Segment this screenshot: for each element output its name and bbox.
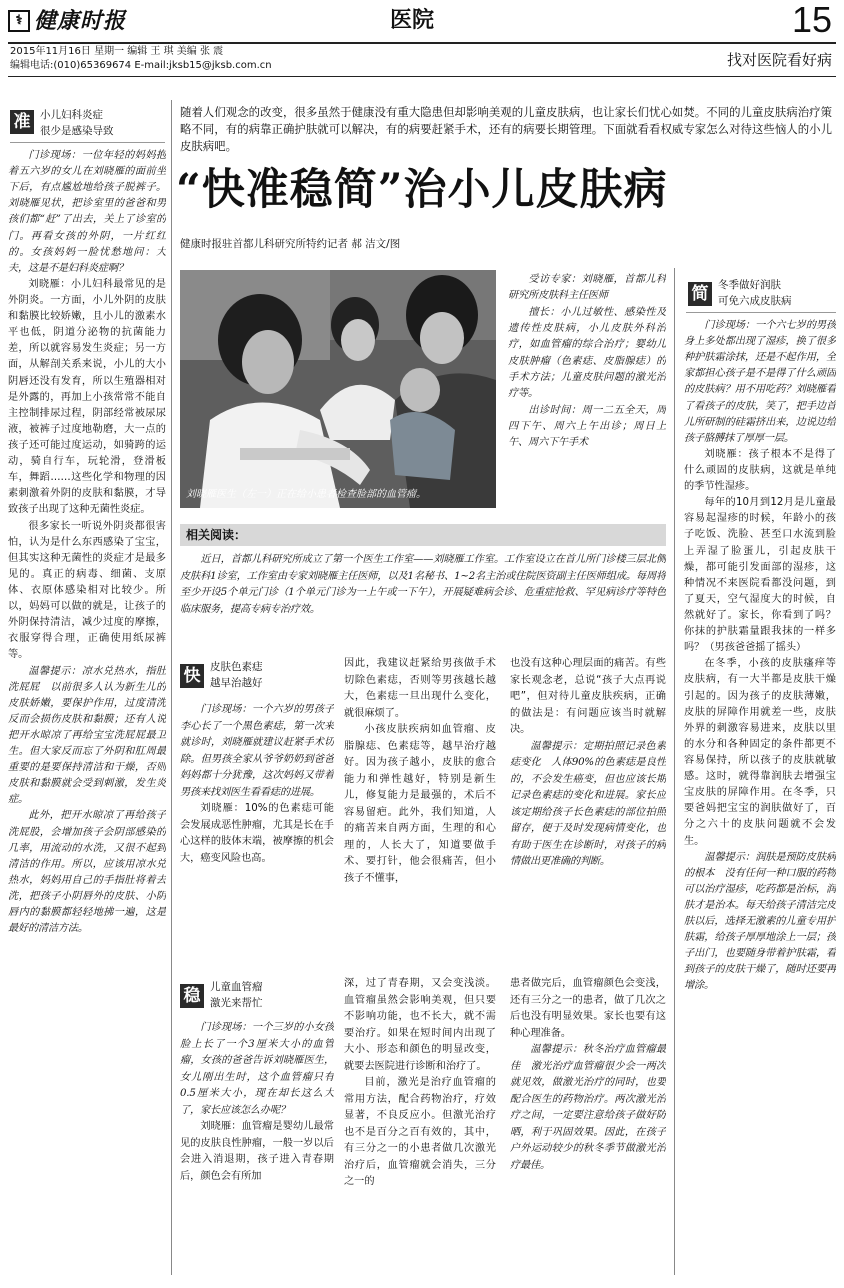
left-p4: 温馨提示：凉水兑热水，指肚洗屁屁 以前很多人认为新生儿的皮肤娇嫩，要保护作用，过度清洗反而会损伤皮肤和黏膜；还有人说把开水晾凉了再给宝宝洗屁屁最卫生。但大家反而忘了外阴和肛周最重要的是要保持清洁和干燥，否则皮肤和黏膜就会受到刺激，发生炎症。 (8, 665, 166, 806)
wen-subhead-2: 激光来帮忙 (210, 997, 263, 1009)
section-title: 医院 (390, 7, 435, 33)
wen-subhead-1: 儿童血管瘤 (210, 981, 263, 993)
related-text: 近日，首都儿科研究所成立了第一个医生工作室——刘晓雁工作室。工作室设立在首儿所门诊楼三层北侧皮肤科1诊室，工作室由专家刘晓雁主任医师，以及1名秘书、1~2名主治或住院医资副主任医师组成。每周将至少开设5个单元门诊（1个单元门诊为一上午或一下午），开展疑难病会诊、危重症抢救、罕见病诊疗等特色临床服务，提高专病专治疗效。 (180, 554, 666, 616)
right-subhead-2: 可免六成皮肤病 (718, 295, 792, 307)
wen-p2: 刘晓雁：血管瘤是婴幼儿最常见的皮肤良性肿瘤，一般一岁以后会进入消退期，孩子进入青春期后，颜色会有所加 (180, 1121, 334, 1182)
logo-text: 健康时报 (34, 8, 127, 34)
kuai-p4: 小孩皮肤疾病如血管瘤、皮脂腺痣、色素痣等，越早治疗越好。因为孩子越小，皮肤的愈合能力和弹性越好，特别是新生儿，修复能力是最强的，术后不容易留疤。此外，我们知道，人的痛苦来自两方面，生理的和心理的，人长大了，知道要做手术、要打针，他会很痛苦，但小孩子不懂事， (344, 724, 496, 884)
right-subhead-rule (686, 312, 836, 313)
kuai-col-1 (180, 702, 334, 954)
right-p2: 刘晓雁：孩子根本不是得了什么顽固的皮肤病，这就是单纯的季节性湿疹。 (684, 448, 836, 493)
contact-line: 编辑电话:(010)65369674 E-mail:jksb15@jksb.com.cn (10, 60, 272, 71)
left-p1: 门诊现场：一位年轻的妈妈抱着五六岁的女儿在刘晓雁的面前坐下后，有点尴尬地给孩子脱裤子。刘晓雁见状，把诊室里的爸爸和男孩们都“赶”了出去，关上了诊室的门。再看女孩的外阴，一片红红的。女孩妈妈一脸忧愁地问：大夫，这是不是妇科炎症啊？ (8, 150, 166, 274)
wen-col-1 (180, 1020, 334, 1276)
kuai-p6: 温馨提示：定期拍照记录色素痣变化 人体90%的色素痣是良性的，不会发生癌变，但也应该长期记录色素痣的变化和进展。家长应该定期给孩子长色素痣的部位拍照留存，便于及时发现病情变化，也有助于医生在诊断时，对孩子的病情做出更准确的判断。 (510, 740, 666, 868)
expert-intro: 受访专家：刘晓雁，首都儿科研究所皮肤科主任医师 (508, 274, 666, 302)
kuai-p3: 因此，我建议赶紧给男孩做手术切除色素痣，否则等男孩越长越大，色素痣一旦出现什么变化，就很麻烦了。 (344, 658, 496, 719)
kuai-subhead-2: 越早治越好 (210, 677, 263, 689)
left-subhead-2: 很少是感染导致 (40, 125, 114, 137)
wen-p4: 目前，激光是治疗血管瘤的常用方法，配合药物治疗，疗效显著，不良反应小。但激光治疗也不是百分之百有效的，其中，有三分之一的小患者做几次激光治疗后，血管瘤就会消失，三分之一的 (344, 1077, 496, 1188)
left-subhead-1: 小儿妇科炎症 (40, 109, 103, 121)
intro-text: 随着人们观念的改变，很多虽然于健康没有重大隐患但却影响美观的儿童皮肤病，也让家长们忧心如焚。不同的儿童皮肤病治疗策略不同，有的病靠正确护肤就可以解决，有的病要赶紧手术，还有的病要长期管理。下面就看看权威专家怎么对待这些恼人的小儿皮肤病吧。 (180, 105, 832, 153)
kuai-p5: 也没有这种心理层面的痛苦。有些家长观念老，总说“孩子大点再说吧”，但对待儿童皮肤疾病，正确的做法是：有问题应该当时就解决。 (510, 658, 666, 736)
kuai-col-2 (344, 656, 496, 956)
badge-jian: 简 (688, 282, 712, 306)
masthead-logo (8, 6, 148, 36)
right-p5: 温馨提示：润肤是预防皮肤病的根本 没有任何一种口服的药物可以治疗湿疹，吃药都是治标，润肤才是治本。每天给孩子清洁完皮肤以后，选择无激素的儿童专用护肤霜，给孩子厚厚地涂上一层；孩子出门，也要随身带着护肤霜，看到孩子的皮肤干燥了，随时还要再增涂。 (684, 851, 836, 992)
wen-col-3 (510, 976, 666, 1276)
logo-emblem-icon: ⚕ (8, 10, 30, 32)
kuai-subhead-1: 皮肤色素痣 (210, 661, 263, 673)
kuai-p2: 刘晓雁：10%的色素痣可能会发展成恶性肿瘤，尤其是长在手心这样的肢体末端，被摩擦的机会大，癌变风险也高。 (180, 803, 334, 864)
right-p4: 在冬季，小孩的皮肤瘙痒等皮肤病，有一大半都是皮肤干燥引起的。因为孩子的皮肤薄嫩，皮肤的屏障作用就差一些，皮肤外界的刺激容易进来，皮肤以里的水分和各种固定的条件都更不容易保持，所以孩子的皮肤就敏感。这时，就得靠润肤去增强宝宝皮肤的屏障作用。在冬季，只要爸妈把宝宝的润肤做好了，百分之六十的皮肤问题就不会发生。 (684, 658, 836, 847)
wen-p3: 深，过了青春期，又会变浅淡。血管瘤虽然会影响美观，但只要不影响功能，也不长大，就不需要治疗。如果在短时间内出现了大小、形态和颜色的明显改变，就要去医院进行诊断和治疗了。 (344, 978, 496, 1072)
date-line: 2015年11月16日 星期一 编辑 王 琪 美编 张 震 (10, 46, 224, 57)
headline: “快准稳简”治小儿皮肤病 (176, 165, 668, 215)
badge-zhun: 准 (10, 110, 34, 134)
slogan: 找对医院看好病 (726, 51, 832, 69)
expert-hours: 出诊时间：周一二五全天，周四下午、周六上午出诊；周日上午、周六下午手术 (508, 404, 666, 449)
wen-col-2 (344, 976, 496, 1276)
masthead-rule-top (8, 42, 836, 44)
masthead-rule-bottom (8, 76, 836, 77)
related-body (180, 552, 666, 648)
photo-illustration (180, 270, 496, 508)
photo-caption: 刘晓雁医生（左一）正在给小患者检查脸部的血管瘤。 (186, 489, 426, 500)
related-header-bar (180, 524, 666, 546)
kuai-col-3 (510, 656, 666, 956)
left-p3: 很多家长一听说外阴炎都很害怕，认为是什么东西感染了宝宝，但其实这种无菌性的炎症才是最多见的。真正的病毒、细菌、支原体、衣原体感染相对比较少。所以，妈妈可以做的就是，让孩子的外阴保持清洁，减少过度的摩擦，衣服穿得合理，正确使用纸尿裤等。 (8, 520, 166, 661)
wen-p5: 患者做完后，血管瘤颜色会变浅，还有三分之一的患者，做了几次之后也没有明显效果。家长也要有这种心理准备。 (510, 978, 666, 1039)
right-subhead-1: 冬季做好润肤 (718, 279, 781, 291)
article-photo (180, 270, 496, 508)
badge-kuai: 快 (180, 664, 204, 688)
left-column-divider (171, 100, 172, 1275)
left-p5: 此外，把开水晾凉了再给孩子洗屁股，会增加孩子会阴部感染的几率，用流动的水洗，又很不起到清洁的作用。所以，应该用凉水兑热水，妈妈用自己的手指肚将着去洗，把孩子小阴唇外的皮肤、小阴唇内的黏膜都轻轻地拂一遍，这是最好的清洁方法。 (8, 810, 166, 935)
related-label: 相关阅读： (186, 528, 247, 542)
expert-specialty: 擅长：小儿过敏性、感染性及遗传性皮肤病，小儿皮肤外科治疗，如血管瘤的综合治疗；婴幼儿皮肤肿瘤（色素痣、皮脂腺痣）的手术方法；儿童皮肤问题的激光治疗等。 (508, 306, 666, 400)
wen-p1: 门诊现场：一个三岁的小女孩脸上长了一个3厘米大小的血管瘤，女孩的爸爸告诉刘晓雁医生，女儿刚出生时，这个血管瘤只有0.5厘米大小，现在却长这么大了，家长应该怎么办呢？ (180, 1022, 334, 1116)
page-number: 15 (791, 0, 832, 40)
right-p3: 每年的10月到12月是儿童最容易起湿疹的时候，年龄小的孩子吃饭、洗脸、甚至口水流到脸上弄湿了脸蛋儿，引起皮肤干燥，都可能引发面部的湿疹，这种情况不来医院看都没问题，到了夏天，空气湿度大的时候，自然就好了。家长，你看到了吗？你抹的护肤霜量跟我抹的一样多吗？（男孩爸爸摇了摇头） (684, 497, 836, 654)
right-column-divider (674, 268, 675, 1275)
right-p1: 门诊现场：一个六七岁的男孩身上多处都出现了湿疹，换了很多种护肤霜涂抹，还是不起作用，全家都担心孩子是不是得了什么顽固的皮肤病？用不用吃药？刘晓雁看了看孩子的皮肤，笑了，把手边首儿所研制的硅霜挤出来，边说边给孩子胳膊抹了厚厚一层。 (684, 320, 836, 444)
left-sidebar-body (8, 148, 166, 1276)
left-subhead-rule (10, 142, 165, 143)
right-sidebar-body (684, 318, 836, 1276)
byline: 健康时报驻首都儿科研究所特约记者 郝 洁文/图 (180, 238, 401, 250)
left-p2: 刘晓雁：小儿妇科最常见的是外阴炎。一方面，小儿外阴的皮肤和黏膜比较娇嫩，且小儿的激素水平也低，阴道分泌物的抗菌能力差，所以就容易发生炎症；另一方面，从解剖关系来说，小儿的大小阴唇还没有发育，所以生殖器相对是外露的，再加上小孩常常不能自主控制排尿过程，阴部经常被尿尿液，被裤子过度地勒磨，大一点的孩子还可能过度运动，如骑跨的运动，骑自行车，玩轮滑，登滑板车，舞蹈……这些化学和物理的因素刺激着外阴的皮肤和黏膜，才导致孩子出现了这种无菌性炎症。 (8, 278, 166, 516)
expert-box (508, 272, 666, 512)
kuai-p1: 门诊现场：一个六岁的男孩子李心长了一个黑色素痣，第一次来就诊时，刘晓雁就建议赶紧手术切除。但男孩全家从爷爷奶奶到爸爸妈妈都十分犹豫，这次妈妈又带着男孩来找刘医生看看痣的进展。 (180, 704, 334, 798)
wen-p6: 温馨提示：秋冬治疗血管瘤最佳 激光治疗血管瘤很少会一两次就见效，做激光治疗的同时，也要配合医生的药物治疗。两次激光治疗之间，一定要注意给孩子做好防晒，利于巩固效果。因此，在孩子户外运动较少的秋冬季节做激光治疗最佳。 (510, 1044, 666, 1171)
badge-wen: 稳 (180, 984, 204, 1008)
